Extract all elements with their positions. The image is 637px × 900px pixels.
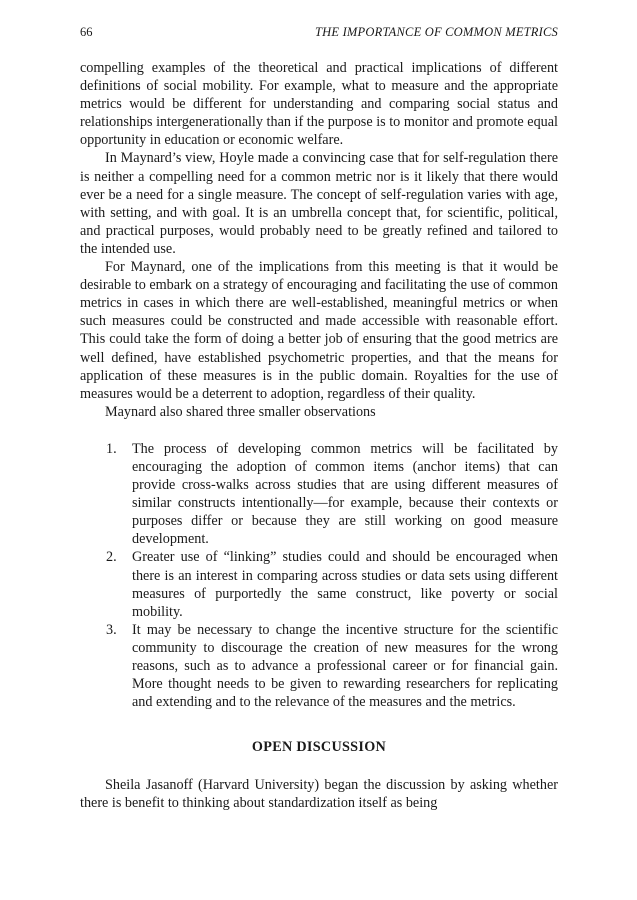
list-item <box>80 548 558 620</box>
list-item-text: Greater use of “linking” studies could and should be encouraged when there is an interest in comparing across studies or data sets using different measures of purportedly the same construct, like poverty or social mobility. <box>132 549 558 620</box>
running-head: THE IMPORTANCE OF COMMON METRICS <box>315 25 558 39</box>
body-text <box>80 59 558 812</box>
list-item <box>80 621 558 711</box>
paragraph-3: For Maynard, one of the implications from this meeting is that it would be desirable to embark on a strategy of encouraging and facilitating the use of common metrics in cases in which there are well-established, meaningful metrics or when such measures could be constructed and made accessible with reasonable effort. This could take the form of doing a better job of ensuring that the good metrics are well defined, have established psychometric properties, and that the means for application of these measures is in the public domain. Royalties for the use of measures would be a deterrent to adoption, regardless of their quality. <box>80 259 558 402</box>
page-header <box>80 25 558 43</box>
list-item-number: 1. <box>106 440 117 457</box>
paragraph-2: In Maynard’s view, Hoyle made a convincing case that for self-regulation there is neither a compelling need for a common metric nor is it likely that there would ever be a need for a single measure. The concept of self-regulation varies with age, with setting, and with goal. It is an umbrella concept that, for scientific, political, and practical purposes, would probably need to be greatly refined and tailored to the intended use. <box>80 150 558 257</box>
list-item-text: The process of developing common metrics will be facilitated by encouraging the adoption of common items (anchor items) that can provide cross-walks across studies that are using different measures of similar constructs intentionally—for example, because their contexts or purposes differ or because they are still working on good measure development. <box>132 440 558 548</box>
section-heading: OPEN DISCUSSION <box>251 739 387 756</box>
list-item <box>80 440 558 549</box>
closing-paragraph: Sheila Jasanoff (Harvard University) began the discussion by asking whether there is benefit to thinking about standardization itself as being <box>80 777 558 812</box>
list-item-number: 3. <box>106 621 117 638</box>
page-number: 66 <box>80 25 93 39</box>
observations-list <box>80 440 558 711</box>
list-item-text: It may be necessary to change the incentive structure for the scientific community to discourage the creation of new measures for the wrong reasons, such as to advance a professional career or for financial gain. More thought needs to be given to rewarding researchers for replicating and extending and to the relevance of the measures and the metrics. <box>132 621 558 711</box>
paragraph-4: Maynard also shared three smaller observations <box>105 403 376 420</box>
paragraph-1: compelling examples of the theoretical and practical implications of different definitions of social mobility. For example, what to measure and the appropriate metrics would be different for understanding and comparing social status and relationships intergenerationally than if the purpose is to monitor and promote equal opportunity in education or economic welfare. <box>80 60 558 149</box>
list-item-number: 2. <box>106 549 117 566</box>
